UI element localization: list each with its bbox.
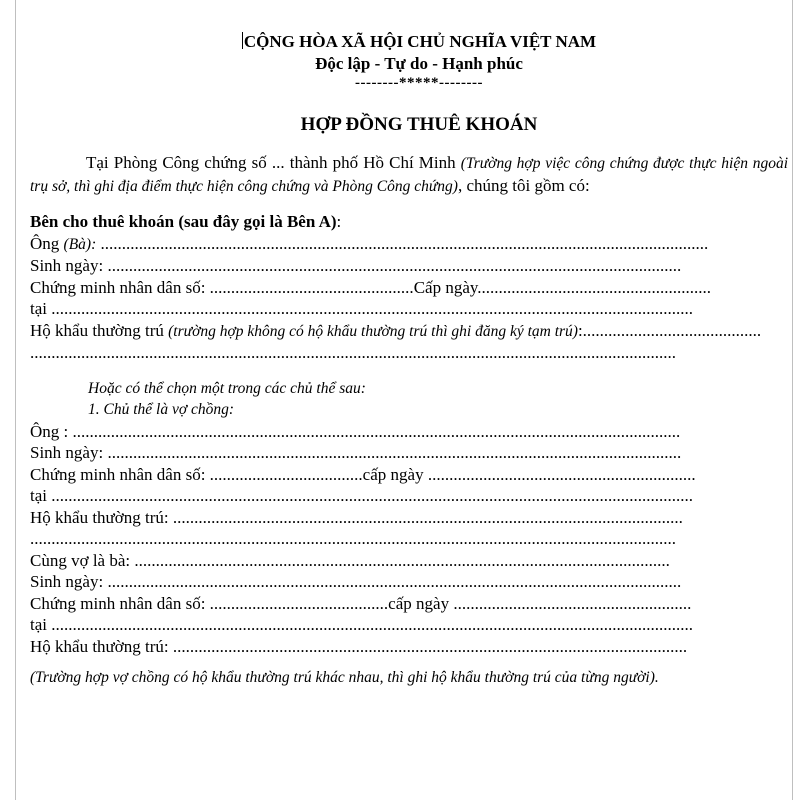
party-a-name-note: (Bà): [63, 235, 97, 253]
husband-id-line: Chứng minh nhân dân số: ....................................cấp ngày ............................................................... [30, 464, 696, 484]
page-left-border [15, 0, 16, 800]
husband-name-line: Ông : ............................................................................................................................................... [30, 421, 681, 441]
wife-place-line: tại ....................................................................................................................................................... [30, 615, 693, 634]
party-a-id-line: Chứng minh nhân dân số: ................................................Cấp ngày....................................................... [30, 277, 712, 297]
party-a-dots-line: ........................................................................................................................................................ [30, 343, 676, 362]
document-title: HỢP ĐỒNG THUÊ KHOÁN [300, 114, 538, 135]
text-cursor [242, 32, 243, 49]
alternatives-item-1: 1. Chủ thể là vợ chồng: [88, 401, 235, 418]
husband-place-line: tại ....................................................................................................................................................... [30, 486, 693, 505]
alternatives-note: Hoặc có thể chọn một trong các chủ thể sau: [88, 379, 366, 397]
party-a-heading-text: Bên cho thuê khoán (sau đây gọi là Bên A) [30, 212, 337, 231]
party-a-residence-note: (trường hợp không có hộ khẩu thường trú thì ghi đăng ký tạm trú) [168, 322, 578, 340]
husband-dots-line: ........................................................................................................................................................ [30, 529, 676, 548]
intro-note: (Trường hợp việc công chứng được thực hiện ngoài trụ sở, thì ghi địa điểm thực hiện công chứng và Phòng Công chứng) [30, 155, 789, 195]
national-motto: Độc lập - Tự do - Hạnh phúc [315, 54, 523, 73]
wife-dob-line: Sinh ngày: ....................................................................................................................................... [30, 572, 682, 591]
party-a-name-line: Ông (Bà): ............................................................................................................................................... [30, 233, 709, 253]
intro-end: , chúng tôi gồm có: [457, 176, 590, 195]
wife-id-line: Chứng minh nhân dân số: ..........................................cấp ngày ........................................................ [30, 593, 692, 613]
wife-name-line: Cùng vợ là bà: .............................................................................................................................. [30, 550, 670, 570]
header-separator: --------*****-------- [355, 75, 483, 91]
party-a-dob-line: Sinh ngày: ....................................................................................................................................... [30, 256, 682, 275]
party-a-residence-line: Hộ khẩu thường trú (trường hợp không có hộ khẩu thường trú thì ghi đăng ký tạm trú):.......................................... [30, 320, 762, 340]
party-a-place-line: tại ....................................................................................................................................................... [30, 299, 693, 318]
footnote: (Trường hợp vợ chồng có hộ khẩu thường trú khác nhau, thì ghi hộ khẩu thường trú của từng người). [30, 669, 659, 686]
page-right-border [792, 0, 793, 800]
nation-header [30, 31, 788, 53]
husband-dob-line: Sinh ngày: ....................................................................................................................................... [30, 443, 682, 462]
wife-residence-line: Hộ khẩu thường trú: ......................................................................................................................... [30, 636, 688, 656]
nation-name: CỘNG HÒA XÃ HỘI CHỦ NGHĨA VIỆT NAM [243, 32, 597, 51]
intro-text: Tại Phòng Công chứng số ... thành phố Hồ Chí Minh [86, 153, 456, 172]
intro-paragraph [30, 152, 788, 198]
party-a-heading: Bên cho thuê khoán (sau đây gọi là Bên A): [30, 212, 342, 231]
husband-residence-line: Hộ khẩu thường trú: ........................................................................................................................ [30, 507, 683, 527]
document-page [30, 31, 788, 689]
